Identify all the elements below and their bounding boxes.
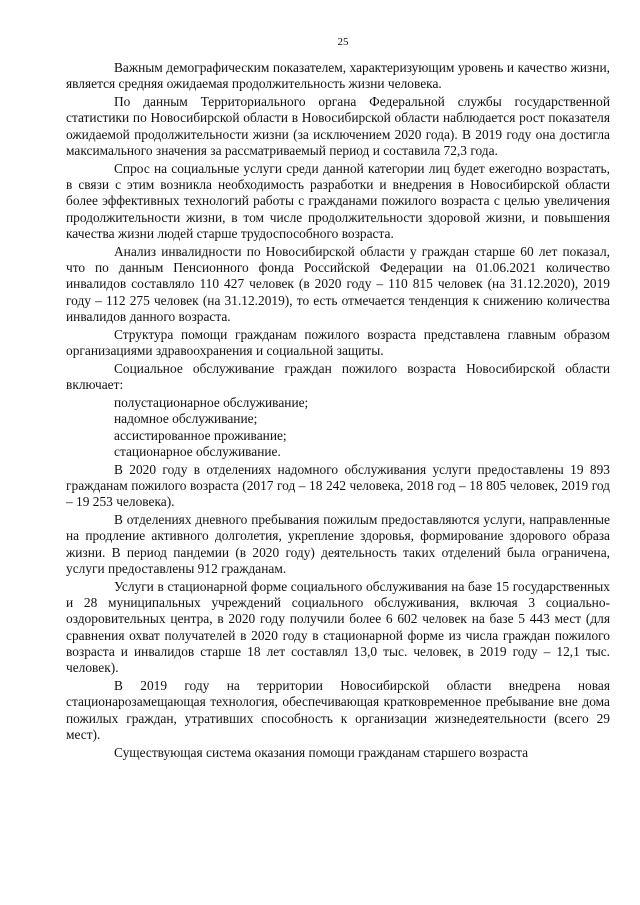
paragraph-services-include: Социальное обслуживание граждан пожилого возраста Новосибирской области включает: [66,360,610,393]
paragraph-statistics: По данным Территориального органа Федеральной службы государственной статистики по Новосибирской области в Новосибирской области наблюдается рост показателя ожидаемой продолжительности жизни (за исключением 2020 года). В 2019 году она достигла максимального значения за рассматриваемый период и составила 72,3 года. [66,94,610,158]
page-number: 25 [337,36,349,48]
paragraph-demand: Спрос на социальные услуги среди данной категории лиц будет ежегодно возрастать, в связи с этим возникла необходимость разработки и внедрения в Новосибирской области более эффективных технологий работы с гражданами пожилого возраста с целью увеличения продолжительности жизни, в том числе продолжительности здоровой жизни, и повышения качества жизни людей старше трудоспособного возраста. [66,160,610,241]
list-item: полустационарное обслуживание; [114,394,309,410]
paragraph-new-technology: В 2019 году на территории Новосибирской области внедрена новая стационарозамещающая технология, обеспечивающая кратковременное пребывание вне дома пожилых граждан, утративших способность к организации жизнедеятельности (всего 29 мест). [66,677,610,742]
list-item: надомное обслуживание; [114,411,258,427]
list-item: ассистированное проживание; [114,427,287,443]
paragraph-stationary: Услуги в стационарной форме социального обслуживания на базе 15 государственных и 28 муниципальных учреждений социального обслуживания, включая 3 социально-оздоровительных центра, в 2020 году получили более 6 602 человек на базе 5 443 мест (для сравнения охват получателей в 2020 году в стационарной форме из числа граждан пожилого возраста и инвалидов старше 18 лет составлял 13,0 тыс. человек, в 2019 году – 12,1 тыс. человек). [66,578,610,676]
list-item: стационарное обслуживание. [114,443,281,459]
body-text [66,60,610,761]
paragraph-home-services: В 2020 году в отделениях надомного обслуживания услуги предоставлены 19 893 гражданам пожилого возраста (2017 год – 18 242 человека, 2018 год – 18 805 человек, 2019 год – 19 253 человека). [66,461,610,510]
paragraph-structure: Структура помощи гражданам пожилого возраста представлена главным образом организациями здравоохранения и социальной защиты. [66,326,610,359]
paragraph-existing-system: Существующая система оказания помощи гражданам старшего возраста [114,744,529,760]
paragraph-disability: Анализ инвалидности по Новосибирской области у граждан старше 60 лет показал, что по данным Пенсионного фонда Российской Федерации на 01.06.2021 количество инвалидов составляло 110 427 человек (в 2020 году – 110 815 человек (на 31.12.2020), 2019 году – 112 275 человек (на 31.12.2019), то есть отмечается тенденция к снижению количества инвалидов данного возраста. [66,243,610,324]
paragraph-life-expectancy-intro: Важным демографическим показателем, характеризующим уровень и качество жизни, является средняя ожидаемая продолжительность жизни человека. [66,60,610,92]
paragraph-day-care: В отделениях дневного пребывания пожилым предоставляются услуги, направленные на продление активного долголетия, укрепление здоровья, формирование здорового образа жизни. В период пандемии (в 2020 году) деятельность таких отделений была ограничена, услуги предоставлены 912 гражданам. [66,512,610,576]
